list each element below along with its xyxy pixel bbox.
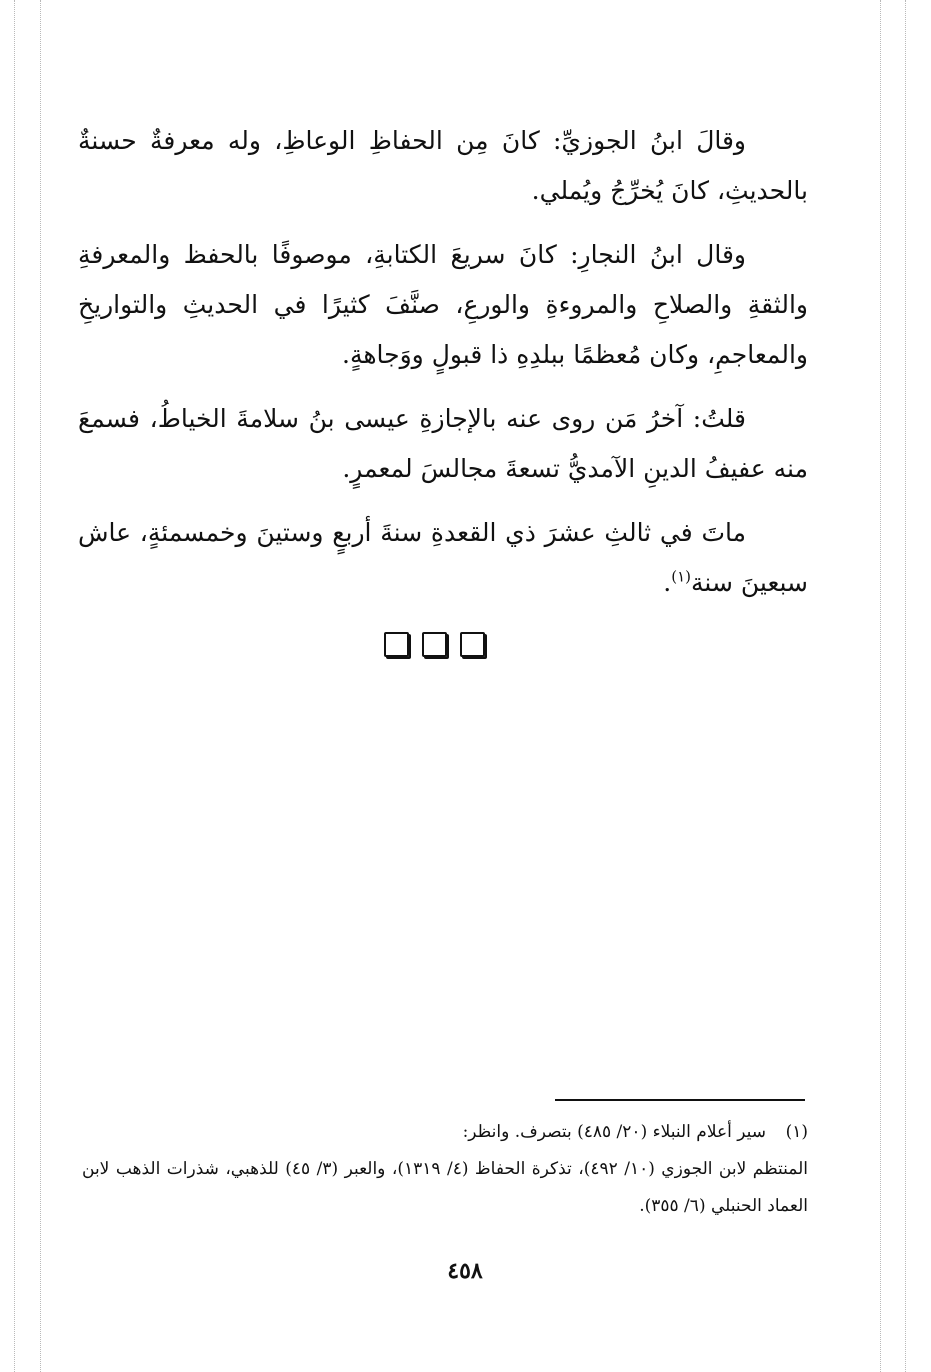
paragraph-author-note: قلتُ: آخرُ مَن روى عنه بالإجازةِ عيسى بنُ سلامةَ الخياطُ، فسمعَ منه عفيفُ الدينِ الآمديُّ تسعةَ مجالسَ لمعمرٍ. bbox=[78, 404, 808, 483]
separator-box-icon bbox=[384, 632, 409, 657]
footnote-continuation: المنتظم لابن الجوزي (١٠/ ٤٩٢)، تذكرة الحفاظ (٤/ ١٣١٩)، والعبر (٣/ ٤٥) للذهبي، شذرات الذهب لابن العماد الحنبلي (٦/ ٣٥٥). bbox=[82, 1159, 809, 1216]
footnote-ref: (١) bbox=[671, 567, 692, 586]
footnote-number: (١) bbox=[785, 1122, 808, 1142]
footnote-rule bbox=[555, 1099, 805, 1101]
scan-margin-line bbox=[880, 0, 881, 1372]
footnote-first-line: سير أعلام النبلاء (٢٠/ ٤٨٥) بتصرف. وانظر: bbox=[462, 1122, 766, 1142]
death-text: ماتَ في ثالثِ عشرَ ذي القعدةِ سنةَ أربعٍ وستينَ وخمسمئةٍ، عاش سبعينَ سنة bbox=[78, 518, 808, 597]
main-text bbox=[78, 116, 808, 622]
death-end: . bbox=[663, 568, 672, 597]
scan-margin-line bbox=[14, 0, 15, 1372]
separator-box-icon bbox=[422, 632, 447, 657]
paragraph-ibn-al-jawzi: وقالَ ابنُ الجوزيِّ: كانَ مِن الحفاظِ الوعاظِ، وله معرفةٌ حسنةٌ بالحديثِ، كانَ يُخرِّجُ ويُملي. bbox=[78, 126, 808, 205]
paragraph-ibn-al-najjar: وقال ابنُ النجارِ: كانَ سريعَ الكتابةِ، موصوفًا بالحفظ والمعرفةِ والثقةِ والصلاحِ والمروءةِ والورعِ، صنَّفَ كثيرًا في الحديثِ والتواريخِ والمعاجمِ، وكان مُعظمًا ببلدِهِ ذا قبولٍ ووَجاهةٍ. bbox=[78, 240, 808, 369]
scan-margin-line bbox=[40, 0, 41, 1372]
footnote-1 bbox=[82, 1114, 808, 1151]
separator-box-icon bbox=[460, 632, 485, 657]
section-separator bbox=[384, 632, 500, 658]
paragraph-death bbox=[78, 508, 808, 608]
scan-margin-line bbox=[905, 0, 906, 1372]
footnotes bbox=[82, 1114, 808, 1225]
page-number: ٤٥٨ bbox=[447, 1258, 483, 1284]
